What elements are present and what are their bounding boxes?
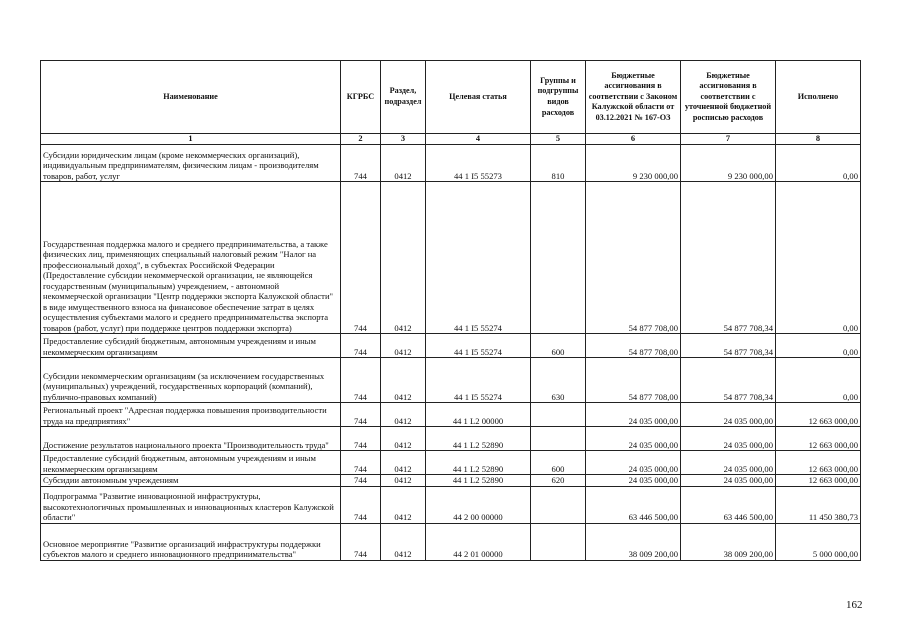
row-kgrbs: 744 (341, 486, 381, 523)
header-vid: Группы и подгруппы видов расходов (531, 61, 586, 134)
header-executed: Исполнено (776, 61, 861, 134)
row-kgrbs: 744 (341, 451, 381, 475)
row-executed: 0,00 (776, 145, 861, 182)
row-executed: 12 663 000,00 (776, 403, 861, 427)
header-budget-plan: Бюджетные ассигнования в соответствии с уточненной бюджетной росписью расходов (681, 61, 776, 134)
row-celevaya: 44 1 L2 52890 (426, 475, 531, 487)
header-budget-law: Бюджетные ассигнования в соответствии с Законом Калужской области от 03.12.2021 № 167-ОЗ (586, 61, 681, 134)
row-kgrbs: 744 (341, 358, 381, 403)
row-vid: 600 (531, 451, 586, 475)
col-number: 8 (776, 134, 861, 145)
row-celevaya: 44 1 L2 52890 (426, 427, 531, 451)
row-budget-law: 54 877 708,00 (586, 182, 681, 334)
row-executed: 11 450 380,73 (776, 486, 861, 523)
row-budget-law: 54 877 708,00 (586, 334, 681, 358)
row-razdel: 0412 (381, 145, 426, 182)
row-budget-law: 63 446 500,00 (586, 486, 681, 523)
page-number: 162 (846, 599, 863, 611)
table-row (41, 403, 861, 427)
row-vid: 600 (531, 334, 586, 358)
table-row (41, 427, 861, 451)
row-budget-law: 24 035 000,00 (586, 451, 681, 475)
row-budget-law: 24 035 000,00 (586, 403, 681, 427)
col-number: 2 (341, 134, 381, 145)
row-celevaya: 44 1 I5 55274 (426, 334, 531, 358)
row-budget-plan: 24 035 000,00 (681, 403, 776, 427)
row-razdel: 0412 (381, 486, 426, 523)
row-vid: 620 (531, 475, 586, 487)
table-row (41, 145, 861, 182)
row-kgrbs: 744 (341, 145, 381, 182)
col-number: 3 (381, 134, 426, 145)
row-razdel: 0412 (381, 427, 426, 451)
table-row (41, 475, 861, 487)
row-budget-plan: 24 035 000,00 (681, 427, 776, 451)
row-name: Государственная поддержка малого и среднего предпринимательства, а также физических лиц, применяющих специальный налоговый режим "Налог на профессиональный доход", в субъектах Российской Федерации (Предоставление субсидии некоммерческой организации, не являющейся государственным (муниципальным) учреждением, - автономной некоммерческой организации "Центр поддержки экспорта Калужской области" в виде имущественного взноса на финансовое обеспечение затрат в целях осуществления субъектами малого и среднего предпринимательства экспорта товаров (работ, услуг) при поддержке центров поддержки экспорта) (41, 182, 341, 334)
col-number: 1 (41, 134, 341, 145)
row-razdel: 0412 (381, 334, 426, 358)
col-number: 5 (531, 134, 586, 145)
row-celevaya: 44 2 01 00000 (426, 523, 531, 560)
col-number: 6 (586, 134, 681, 145)
row-razdel: 0412 (381, 451, 426, 475)
row-budget-law: 24 035 000,00 (586, 475, 681, 487)
table-row (41, 451, 861, 475)
row-name: Субсидии некоммерческим организациям (за исключением государственных (муниципальных) учреждений, государственных корпораций (компаний), публично-правовых компаний) (41, 358, 341, 403)
row-vid (531, 427, 586, 451)
row-name: Предоставление субсидий бюджетным, автономным учреждениям и иным некоммерческим организациям (41, 451, 341, 475)
row-kgrbs: 744 (341, 182, 381, 334)
row-razdel: 0412 (381, 403, 426, 427)
header-celevaya: Целевая статья (426, 61, 531, 134)
row-executed: 12 663 000,00 (776, 427, 861, 451)
row-budget-plan: 63 446 500,00 (681, 486, 776, 523)
header-name: Наименование (41, 61, 341, 134)
row-name: Региональный проект "Адресная поддержка повышения производительности труда на предприятиях" (41, 403, 341, 427)
table-row (41, 182, 861, 334)
row-razdel: 0412 (381, 182, 426, 334)
row-budget-law: 54 877 708,00 (586, 358, 681, 403)
row-name: Субсидии автономным учреждениям (41, 475, 341, 487)
col-number: 7 (681, 134, 776, 145)
row-budget-law: 9 230 000,00 (586, 145, 681, 182)
row-budget-law: 38 009 200,00 (586, 523, 681, 560)
row-budget-plan: 24 035 000,00 (681, 451, 776, 475)
row-celevaya: 44 1 L2 00000 (426, 403, 531, 427)
row-name: Подпрограмма "Развитие инновационной инфраструктуры, высокотехнологичных промышленных и инновационных кластеров Калужской области" (41, 486, 341, 523)
row-celevaya: 44 1 L2 52890 (426, 451, 531, 475)
row-budget-plan: 54 877 708,34 (681, 334, 776, 358)
budget-table (40, 60, 861, 561)
row-budget-plan: 24 035 000,00 (681, 475, 776, 487)
row-executed: 0,00 (776, 358, 861, 403)
row-name: Предоставление субсидий бюджетным, автономным учреждениям и иным некоммерческим организациям (41, 334, 341, 358)
row-vid (531, 486, 586, 523)
row-budget-plan: 38 009 200,00 (681, 523, 776, 560)
row-vid (531, 182, 586, 334)
row-budget-plan: 9 230 000,00 (681, 145, 776, 182)
table-row (41, 334, 861, 358)
row-executed: 0,00 (776, 334, 861, 358)
table-row (41, 358, 861, 403)
row-name: Основное мероприятие "Развитие организаций инфраструктуры поддержки субъектов малого и среднего инновационного предпринимательства" (41, 523, 341, 560)
header-razdel: Раздел, подраздел (381, 61, 426, 134)
row-vid: 810 (531, 145, 586, 182)
header-kgrbs: КГРБС (341, 61, 381, 134)
row-vid (531, 403, 586, 427)
row-budget-plan: 54 877 708,34 (681, 358, 776, 403)
col-number: 4 (426, 134, 531, 145)
row-executed: 12 663 000,00 (776, 451, 861, 475)
row-kgrbs: 744 (341, 475, 381, 487)
row-vid: 630 (531, 358, 586, 403)
row-executed: 5 000 000,00 (776, 523, 861, 560)
row-executed: 12 663 000,00 (776, 475, 861, 487)
row-celevaya: 44 1 I5 55273 (426, 145, 531, 182)
row-kgrbs: 744 (341, 523, 381, 560)
table-row (41, 486, 861, 523)
row-razdel: 0412 (381, 523, 426, 560)
row-kgrbs: 744 (341, 334, 381, 358)
row-kgrbs: 744 (341, 403, 381, 427)
row-budget-law: 24 035 000,00 (586, 427, 681, 451)
row-name: Достижение результатов национального проекта "Производительность труда" (41, 427, 341, 451)
table-row (41, 523, 861, 560)
row-budget-plan: 54 877 708,34 (681, 182, 776, 334)
row-celevaya: 44 2 00 00000 (426, 486, 531, 523)
row-name: Субсидии юридическим лицам (кроме некоммерческих организаций), индивидуальным предпринимателям, физическим лицам - производителям товаров, работ, услуг (41, 145, 341, 182)
row-executed: 0,00 (776, 182, 861, 334)
row-celevaya: 44 1 I5 55274 (426, 358, 531, 403)
row-kgrbs: 744 (341, 427, 381, 451)
row-razdel: 0412 (381, 475, 426, 487)
row-vid (531, 523, 586, 560)
row-celevaya: 44 1 I5 55274 (426, 182, 531, 334)
row-razdel: 0412 (381, 358, 426, 403)
